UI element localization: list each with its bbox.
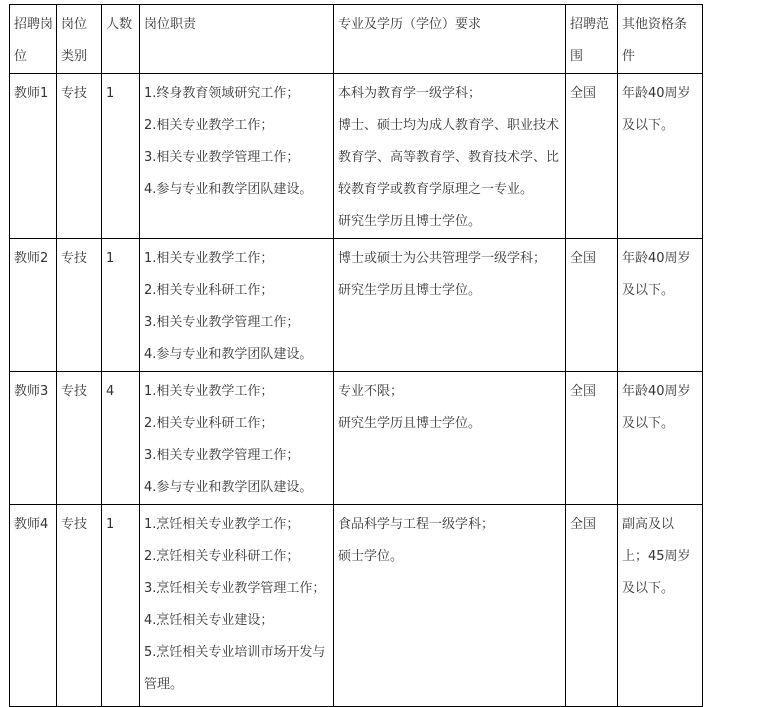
table-row bbox=[10, 372, 703, 505]
header-scope: 招聘范围 bbox=[566, 5, 618, 74]
header-category: 岗位类别 bbox=[57, 5, 102, 74]
table-row bbox=[10, 74, 703, 239]
duty-line: 5.烹饪相关专业培训市场开发与管理。 bbox=[144, 645, 326, 692]
cell-duties bbox=[140, 239, 334, 372]
cell-scope: 全国 bbox=[566, 239, 618, 372]
cell-category: 专技 bbox=[57, 239, 102, 372]
cell-scope: 全国 bbox=[566, 505, 618, 707]
header-other: 其他资格条件 bbox=[618, 5, 703, 74]
cell-major bbox=[334, 74, 566, 239]
duty-line: 2.烹饪相关专业科研工作； bbox=[144, 549, 300, 564]
cell-scope: 全国 bbox=[566, 74, 618, 239]
cell-major bbox=[334, 239, 566, 372]
duty-line: 3.相关专业教学管理工作； bbox=[144, 315, 300, 330]
cell-other: 年龄40周岁及以下。 bbox=[618, 372, 703, 505]
duty-line: 3.烹饪相关专业教学管理工作； bbox=[144, 581, 326, 596]
duty-line: 1.烹饪相关专业教学工作； bbox=[144, 517, 300, 532]
table-row bbox=[10, 505, 703, 707]
recruitment-table bbox=[9, 4, 703, 707]
cell-position: 教师4 bbox=[10, 505, 57, 707]
major-line: 研究生学历且博士学位。 bbox=[338, 283, 482, 298]
header-major: 专业及学历（学位）要求 bbox=[334, 5, 566, 74]
duty-line: 2.相关专业科研工作； bbox=[144, 416, 274, 431]
major-line: 食品科学与工程一级学科； bbox=[338, 517, 495, 532]
cell-duties bbox=[140, 505, 334, 707]
duty-line: 4.烹饪相关专业建设； bbox=[144, 613, 274, 628]
header-row bbox=[10, 5, 703, 74]
major-line: 本科为教育学一级学科； bbox=[338, 86, 482, 101]
table-row bbox=[10, 239, 703, 372]
cell-major bbox=[334, 505, 566, 707]
header-duties: 岗位职责 bbox=[140, 5, 334, 74]
duty-line: 4.参与专业和教学团队建设。 bbox=[144, 347, 313, 362]
duty-line: 4.参与专业和教学团队建设。 bbox=[144, 182, 313, 197]
duty-line: 1.终身教育领域研究工作； bbox=[144, 86, 300, 101]
cell-duties bbox=[140, 372, 334, 505]
duty-line: 3.相关专业教学管理工作； bbox=[144, 448, 300, 463]
header-position: 招聘岗位 bbox=[10, 5, 57, 74]
duty-line: 3.相关专业教学管理工作； bbox=[144, 150, 300, 165]
duty-line: 1.相关专业教学工作； bbox=[144, 384, 274, 399]
cell-scope: 全国 bbox=[566, 372, 618, 505]
cell-other: 年龄40周岁及以下。 bbox=[618, 74, 703, 239]
cell-position: 教师3 bbox=[10, 372, 57, 505]
major-line: 研究生学历且博士学位。 bbox=[338, 416, 482, 431]
duty-line: 2.相关专业科研工作； bbox=[144, 283, 274, 298]
cell-count: 1 bbox=[102, 74, 140, 239]
duty-line: 4.参与专业和教学团队建设。 bbox=[144, 480, 313, 495]
cell-duties bbox=[140, 74, 334, 239]
cell-category: 专技 bbox=[57, 74, 102, 239]
major-line: 专业不限； bbox=[338, 384, 404, 399]
major-line: 博士或硕士为公共管理学一级学科； bbox=[338, 251, 547, 266]
cell-position: 教师2 bbox=[10, 239, 57, 372]
major-line: 硕士学位。 bbox=[338, 549, 404, 564]
cell-category: 专技 bbox=[57, 505, 102, 707]
cell-count: 4 bbox=[102, 372, 140, 505]
duty-line: 1.相关专业教学工作； bbox=[144, 251, 274, 266]
cell-category: 专技 bbox=[57, 372, 102, 505]
major-line: 研究生学历且博士学位。 bbox=[338, 214, 482, 229]
cell-other: 年龄40周岁及以下。 bbox=[618, 239, 703, 372]
cell-major bbox=[334, 372, 566, 505]
cell-position: 教师1 bbox=[10, 74, 57, 239]
major-line: 博士、硕士均为成人教育学、职业技术教育学、高等教育学、教育技术学、比较教育学或教育学原理之一专业。 bbox=[338, 118, 560, 197]
duty-line: 2.相关专业教学工作； bbox=[144, 118, 274, 133]
cell-count: 1 bbox=[102, 239, 140, 372]
cell-count: 1 bbox=[102, 505, 140, 707]
header-count: 人数 bbox=[102, 5, 140, 74]
cell-other: 副高及以上；45周岁及以下。 bbox=[618, 505, 703, 707]
